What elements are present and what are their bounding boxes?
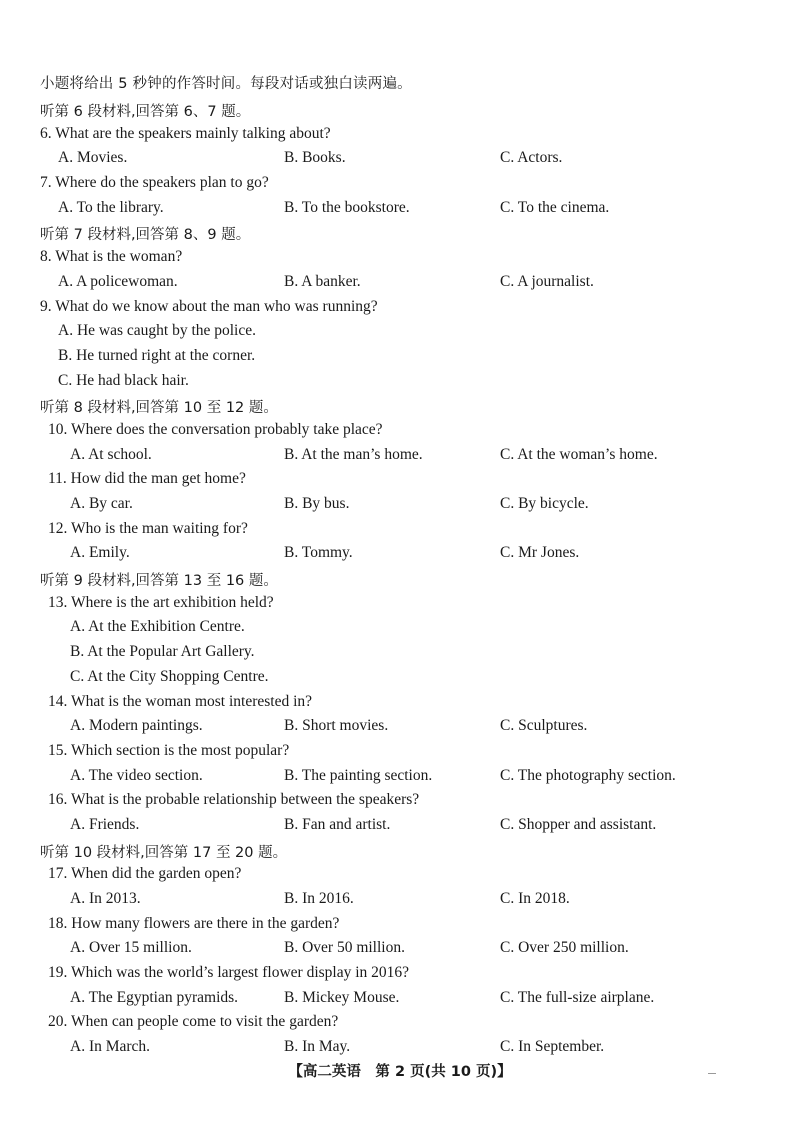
answer-option-a: A. By car. [70,495,133,512]
question [0,691,800,716]
question-text: 15. Which section is the most popular? [48,741,290,759]
answer-option-text: C. At the City Shopping Centre. [70,667,269,685]
answer-option-b: B. Books. [284,149,346,167]
answer-option [0,345,800,370]
answer-options-row [0,888,800,913]
answer-option-text: B. He turned right at the corner. [58,346,256,364]
answer-option-b: B. Mickey Mouse. [284,988,400,1006]
section-header-text: 听第 9 段材料,回答第 13 至 16 题。 [40,573,278,590]
question [0,962,800,987]
answer-options-row [0,765,800,790]
answer-option-a: A. Emily. [70,544,130,562]
question-text: 8. What is the woman? [40,248,183,266]
answer-options-row [0,147,800,172]
answer-option-b: B. In May. [284,1038,351,1056]
answer-option-a: A. Over 15 million. [70,939,192,957]
answer-option-c: C. By bicycle. [500,495,589,512]
answer-options-row [0,493,800,518]
answer-option-c: C. The photography section. [500,766,676,784]
section-header [0,567,800,592]
answer-options-row [0,271,800,296]
answer-option-c: C. A journalist. [500,272,594,290]
answer-option-text: A. He was caught by the police. [58,322,256,340]
answer-option-b: B. The painting section. [284,766,433,784]
answer-option [0,320,800,345]
question [0,296,800,321]
answer-option-c: C. In 2018. [500,890,570,907]
answer-options-row [0,542,800,567]
answer-option-text: A. At the Exhibition Centre. [70,618,245,636]
answer-option-c: C. Actors. [500,149,563,167]
question-text: 12. Who is the man waiting for? [48,519,248,537]
answer-option-text: B. At the Popular Art Gallery. [70,643,255,661]
answer-options-row [0,1036,800,1061]
answer-option-c: C. Over 250 million. [500,939,629,957]
question [0,592,800,617]
answer-option-b: B. To the bookstore. [284,198,410,216]
answer-option-c: C. Sculptures. [500,717,588,735]
question-text: 6. What are the speakers mainly talking about? [40,124,331,142]
question [0,863,800,888]
section-header-text: 听第 6 段材料,回答第 6、7 题。 [40,104,251,120]
section-header-text: 听第 7 段材料,回答第 8、9 题。 [40,227,251,244]
answer-option-a: A. In 2013. [70,890,141,907]
answer-option-a: A. The video section. [70,766,203,784]
answer-options-row [0,715,800,740]
intro-instruction: 小题将给出 5 秒钟的作答时间。每段对话或独白读两遍。 [40,76,412,92]
question [0,468,800,493]
question-text: 20. When can people come to visit the garden? [48,1013,339,1031]
answer-option-b: B. At the man’s home. [284,445,423,463]
question [0,518,800,543]
answer-option-a: A. In March. [70,1038,151,1056]
question-text: 16. What is the probable relationship between the speakers? [48,791,420,809]
answer-option-a: A. A policewoman. [58,272,178,290]
answer-option [0,641,800,666]
answer-option-c: C. Mr Jones. [500,544,580,562]
question [0,172,800,197]
answer-options-row [0,444,800,469]
section-header [0,394,800,419]
answer-options-row [0,937,800,962]
question-text: 13. Where is the art exhibition held? [48,593,274,611]
answer-option-a: A. At school. [70,445,152,463]
answer-option-c: C. In September. [500,1038,605,1056]
section-header [0,221,800,246]
answer-option-c: C. To the cinema. [500,198,610,216]
question [0,246,800,271]
question-text: 17. When did the garden open? [48,865,242,883]
question-text: 11. How did the man get home? [48,470,246,488]
question-text: 9. What do we know about the man who was running? [40,297,378,315]
answer-option-a: A. To the library. [58,198,164,216]
section-header-text: 听第 8 段材料,回答第 10 至 12 题。 [40,400,278,417]
answer-option-a: A. Friends. [70,815,140,833]
question-text: 19. Which was the world’s largest flower display in 2016? [48,964,410,982]
answer-option-c: C. Shopper and assistant. [500,815,657,833]
section-header-text: 听第 10 段材料,回答第 17 至 20 题。 [40,844,288,861]
scan-mark [708,1073,716,1074]
answer-option-b: B. Over 50 million. [284,939,405,957]
answer-option-b: B. Fan and artist. [284,815,391,833]
section-header [0,839,800,864]
answer-option-b: B. Short movies. [284,717,389,735]
question-list [0,98,800,1061]
question-text: 18. How many flowers are there in the garden? [48,914,340,932]
question-text: 7. Where do the speakers plan to go? [40,174,269,192]
answer-option [0,370,800,395]
answer-option-a: A. The Egyptian pyramids. [70,988,239,1006]
question [0,789,800,814]
answer-option-c: C. At the woman’s home. [500,445,658,463]
answer-option [0,666,800,691]
question-text: 14. What is the woman most interested in? [48,692,313,710]
answer-option-b: B. Tommy. [284,544,353,562]
answer-option [0,616,800,641]
question-text: 10. Where does the conversation probably take place? [48,420,383,438]
question [0,740,800,765]
page-footer: 【高二英语 第 2 页(共 10 页)】 [288,1064,512,1080]
question [0,123,800,148]
answer-option-b: B. In 2016. [284,890,354,907]
answer-option-text: C. He had black hair. [58,371,189,389]
answer-options-row [0,197,800,222]
answer-options-row [0,987,800,1012]
question [0,913,800,938]
answer-option-a: A. Modern paintings. [70,717,203,735]
answer-option-b: B. A banker. [284,272,361,290]
section-header [0,98,800,123]
answer-options-row [0,814,800,839]
answer-option-b: B. By bus. [284,495,350,512]
question [0,1011,800,1036]
answer-option-c: C. The full-size airplane. [500,988,655,1006]
question [0,419,800,444]
answer-option-a: A. Movies. [58,149,128,167]
